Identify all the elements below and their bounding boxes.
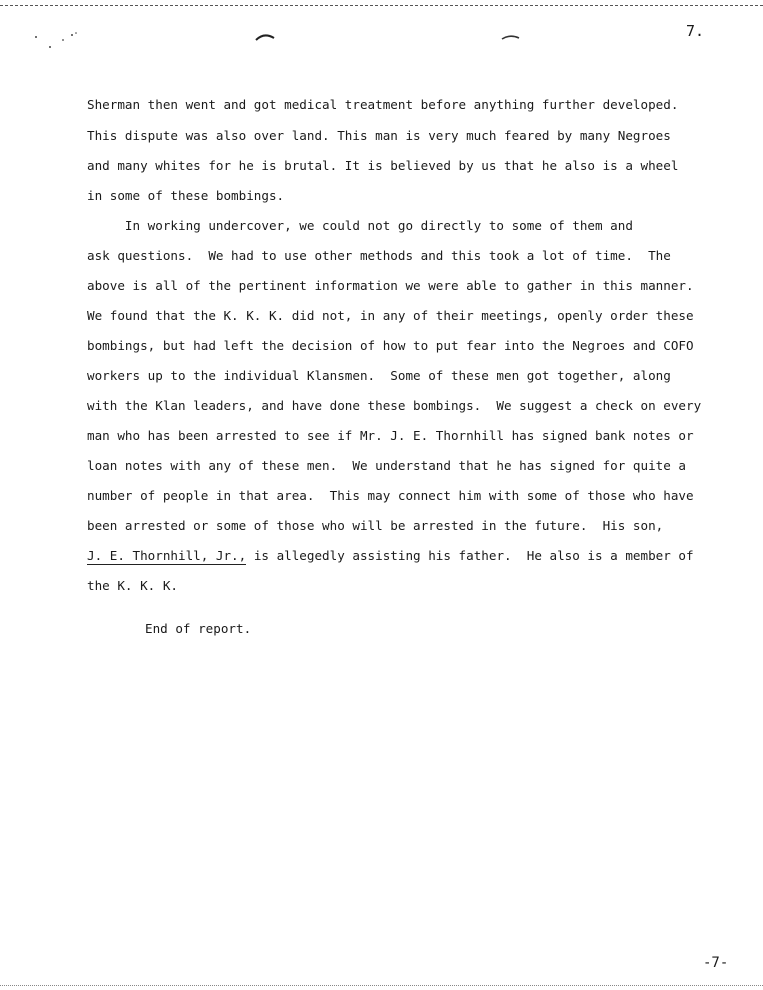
page-number-top: 7. [686,22,705,40]
text-line: with the Klan leaders, and have done these bombings. We suggest a check on every [87,398,702,413]
text-line: been arrested or some of those who will be arrested in the future. His son, [87,518,664,533]
text-line: ask questions. We had to use other methods and this took a lot of time. The [87,248,671,263]
scan-mark-center-left [254,30,278,44]
text-line: We found that the K. K. K. did not, in any of their meetings, openly order these [87,308,694,323]
scan-mark-left [30,25,90,55]
scan-mark-center-right [500,32,522,42]
top-edge-border [0,0,763,6]
text-line: bombings, but had left the decision of how to put fear into the Negroes and COFO [87,338,694,353]
text-line: loan notes with any of these men. We understand that he has signed for quite a [87,458,686,473]
text-line: This dispute was also over land. This man is very much feared by many Negroes [87,128,671,143]
text-line: number of people in that area. This may connect him with some of those who have [87,488,694,503]
text-line: Sherman then went and got medical treatment before anything further developed. [87,97,679,112]
text-line: man who has been arrested to see if Mr. J. E. Thornhill has signed bank notes or [87,428,694,443]
text-line-with-name [87,548,694,564]
text-line: In working undercover, we could not go directly to some of them and [87,218,633,233]
text-line: in some of these bombings. [87,188,285,203]
text-line: workers up to the individual Klansmen. Some of these men got together, along [87,368,671,383]
text-line: above is all of the pertinent information we were able to gather in this manner. [87,278,694,293]
page-number-bottom: -7- [703,955,729,971]
end-of-report: End of report. [145,621,252,636]
text-line-continuation: is allegedly assisting his father. He also is a member of [246,548,694,563]
text-line: the K. K. K. [87,578,178,593]
text-line: and many whites for he is brutal. It is believed by us that he also is a wheel [87,158,679,173]
bottom-edge-border [0,985,763,986]
underlined-name: J. E. Thornhill, Jr., [87,548,247,563]
